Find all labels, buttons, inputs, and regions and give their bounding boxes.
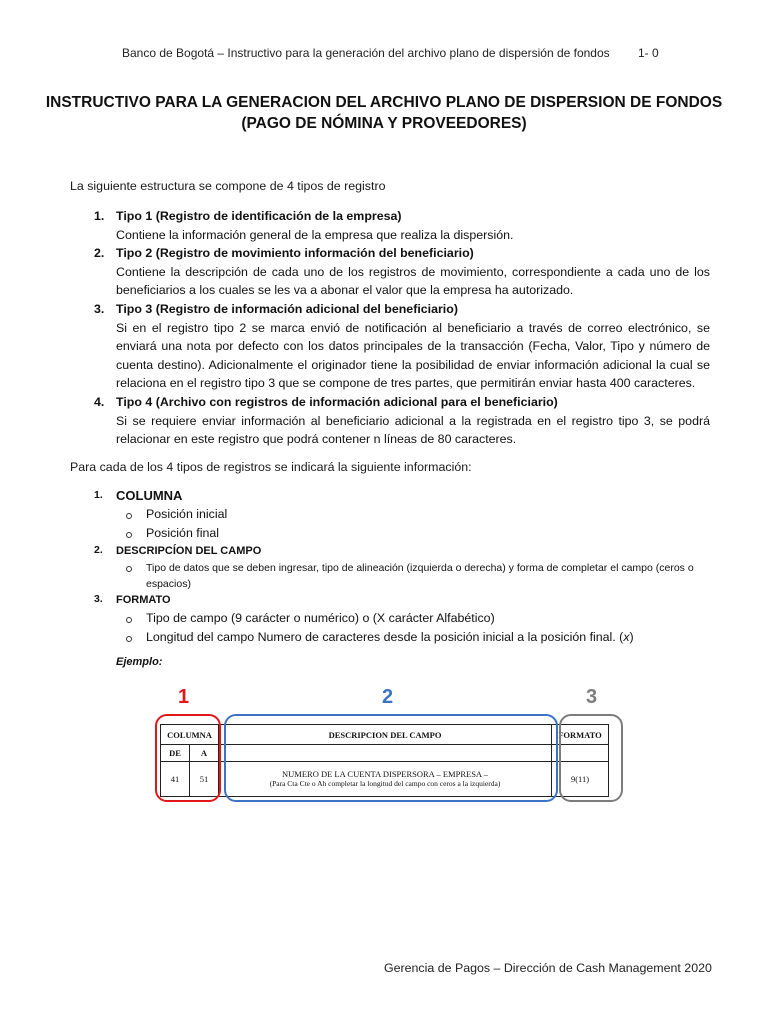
marker-2: 2 (382, 686, 394, 708)
intro-paragraph: La siguiente estructura se compone de 4 tipos de registro (70, 179, 386, 193)
header-formato: FORMATO (552, 725, 609, 745)
page-footer: Gerencia de Pagos – Dirección de Cash Management 2020 (384, 961, 712, 975)
sub-item-text: Longitud del campo Numero de caracteres desde la posición inicial a la posición final. ( (146, 630, 624, 644)
info-intro-paragraph: Para cada de los 4 tipos de registros se indicará la siguiente información: (70, 460, 472, 474)
info-fields-list (70, 486, 710, 647)
sub-item: Posición final (116, 524, 710, 543)
title-line-2: (PAGO DE NÓMINA Y PROVEEDORES) (241, 115, 527, 132)
info-item-columna (70, 486, 710, 543)
list-number: 1. (94, 209, 105, 223)
register-heading: Tipo 3 (Registro de información adicional del beneficiario) (116, 301, 458, 316)
example-label: Ejemplo: (116, 656, 163, 668)
register-item (70, 244, 710, 300)
marker-1: 1 (178, 686, 190, 708)
list-number: 3. (94, 593, 103, 605)
cell-formato: 9(11) (552, 762, 609, 797)
header-text: Banco de Bogotá – Instructivo para la generación del archivo plano de dispersión de fondos (122, 46, 610, 60)
info-heading: FORMATO (116, 594, 171, 606)
highlight-box-formato (559, 714, 623, 802)
register-item (70, 393, 710, 449)
sub-item: Tipo de campo (9 carácter o numérico) o (X carácter Alfabético) (116, 609, 710, 628)
document-title (40, 92, 728, 134)
cell-a: 51 (190, 762, 219, 797)
list-number: 2. (94, 544, 103, 556)
register-description: Si en el registro tipo 2 se marca envió de notificación al beneficiario a través de correo electrónico, se enviará una nota por defecto con los datos principales de la transacción (Fecha, Valor, Tipo y número de cuenta destino). Adicionalmente el originador tiene la posibilidad de enviar información adicional la cual se relaciona en el registro tipo 3 que se compone de tres partes, que permitirán enviar hasta 400 caracteres. (116, 320, 710, 391)
register-description: Si se requiere enviar información al beneficiario adicional a la registrada en el registro tipo 3, se podrá relacionar en este registro que podrá contener n líneas de 80 caracteres. (116, 413, 710, 447)
header-de: DE (161, 745, 190, 762)
header-descripcion: DESCRIPCION DEL CAMPO (219, 725, 552, 745)
marker-3: 3 (586, 686, 598, 708)
sub-list (116, 505, 710, 543)
sub-item (116, 628, 710, 647)
sub-list (116, 609, 710, 647)
list-number: 4. (94, 394, 105, 409)
info-heading: COLUMNA (116, 488, 183, 503)
page-number: 1- 0 (638, 46, 659, 60)
register-description: Contiene la información general de la empresa que realiza la dispersión. (116, 227, 514, 242)
list-number: 3. (94, 301, 105, 316)
register-heading: Tipo 4 (Archivo con registros de información adicional para el beneficiario) (116, 394, 558, 409)
list-number: 2. (94, 246, 105, 261)
info-item-formato (70, 592, 710, 647)
title-line-1: INSTRUCTIVO PARA LA GENERACION DEL ARCHIVO PLANO DE DISPERSION DE FONDOS (45, 94, 723, 111)
header-columna: COLUMNA (161, 725, 219, 745)
sub-item-variable: x (623, 630, 630, 644)
register-item (70, 207, 710, 244)
highlight-box-descripcion (224, 714, 558, 802)
cell-descripcion-line-2: (Para Cta Cte o Ah completar la longitud del campo con ceros a la izquierda) (269, 779, 501, 788)
register-heading: Tipo 2 (Registro de movimiento información del beneficiario) (116, 246, 474, 261)
cell-de: 41 (161, 762, 190, 797)
list-number: 1. (94, 489, 103, 501)
sub-item-close: ) (629, 630, 634, 644)
register-heading: Tipo 1 (Registro de identificación de la empresa) (116, 209, 402, 223)
cell-descripcion-line-1: NUMERO DE LA CUENTA DISPERSORA – EMPRESA – (282, 769, 488, 779)
sub-item: Tipo de datos que se deben ingresar, tipo de alineación (izquierda o derecha) y forma de completar el campo (ceros o espacios) (116, 560, 710, 592)
register-item (70, 300, 710, 393)
register-description: Contiene la descripción de cada uno de los registros de movimiento, correspondiente a cada uno de los beneficiarios a los cuales se les va a abonar el valor que la empresa ha autorizado. (116, 264, 710, 298)
info-heading: DESCRIPCÍON DEL CAMPO (116, 545, 262, 557)
info-item-descripcion (70, 543, 710, 592)
header-a: A (190, 745, 219, 762)
sub-list (116, 560, 710, 592)
register-types-list (70, 207, 710, 449)
sub-item: Posición inicial (116, 505, 710, 524)
highlight-box-columna (155, 714, 221, 802)
